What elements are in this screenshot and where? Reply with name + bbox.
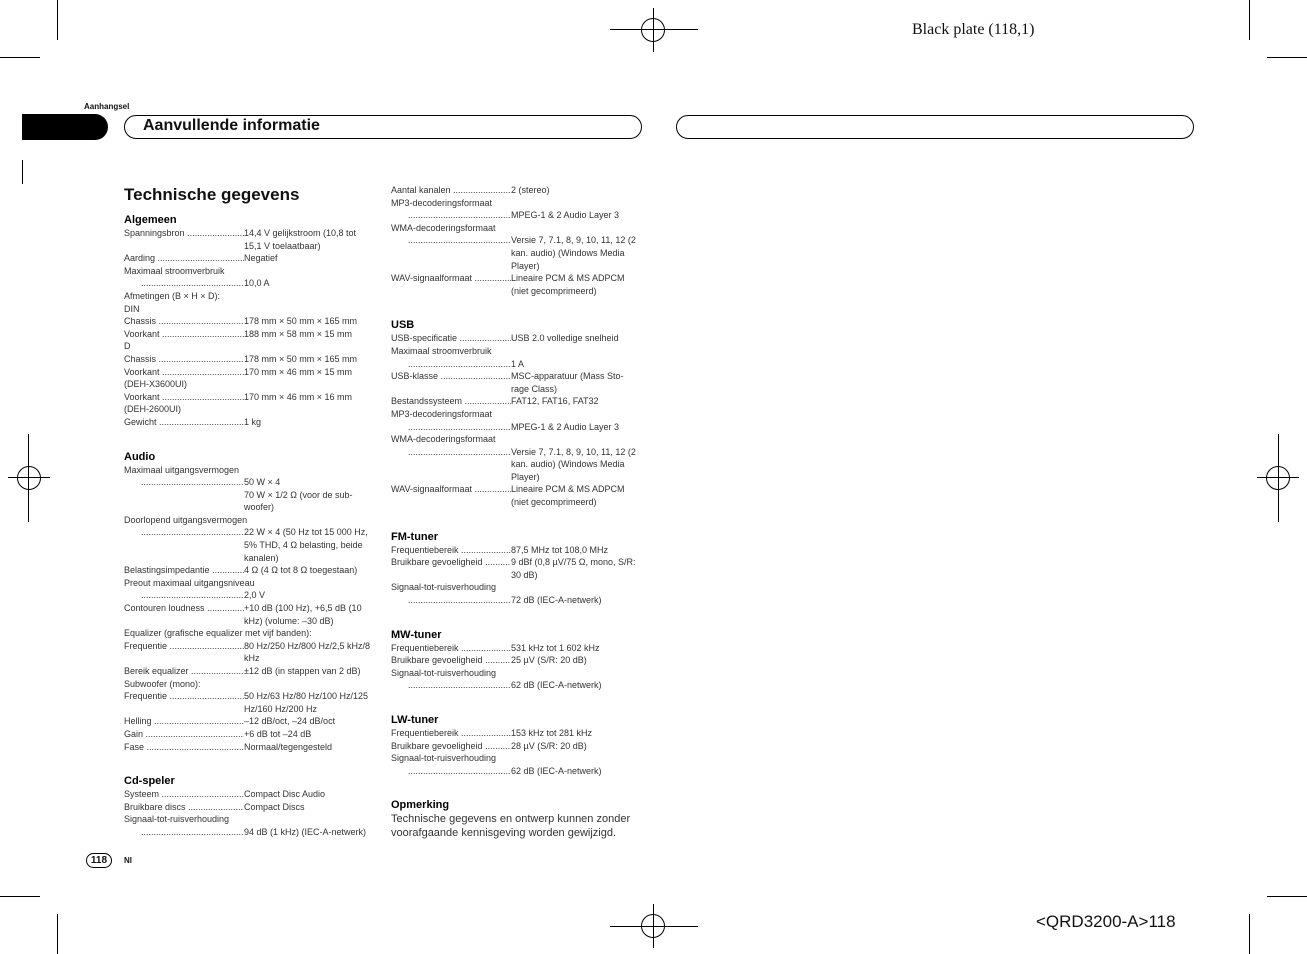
- spec-value: 72 dB (IEC-A-netwerk): [511, 595, 602, 606]
- spec-row: [391, 332, 641, 345]
- spec-key: Chassis .....: [124, 315, 244, 328]
- spec-key: Frequentie .....: [124, 690, 244, 715]
- spec-value: 170 mm × 46 mm × 15 mm: [244, 366, 353, 377]
- spec-label: Maximaal stroomverbruik: [391, 345, 492, 356]
- section-heading: USB: [391, 319, 415, 332]
- spec-leader: [391, 358, 511, 371]
- spec-row: [391, 358, 641, 371]
- spec-leader: [391, 446, 511, 484]
- spec-label: Preout maximaal uitgangsniveau: [124, 577, 255, 588]
- spec-leader: [391, 234, 511, 272]
- spec-row: [124, 315, 374, 328]
- crop-mark: [1249, 914, 1250, 954]
- spec-leader: [124, 277, 244, 290]
- spec-key: Voorkant .....: [124, 391, 244, 404]
- spec-leader: [391, 421, 511, 434]
- spec-row: [124, 476, 374, 489]
- spec-leader: [124, 589, 244, 602]
- spec-label: Equalizer (grafische equalizer met vijf banden):: [124, 628, 312, 639]
- spec-key: WAV-signaalformaat .....: [391, 483, 511, 508]
- spec-key: Gain .....: [124, 728, 244, 741]
- crop-mark: [0, 57, 40, 58]
- section-heading: Opmerking: [391, 799, 450, 812]
- spacer: [391, 692, 641, 713]
- spacer: [391, 509, 641, 530]
- spec-row: [391, 727, 641, 740]
- language-code: Nl: [124, 856, 132, 865]
- spec-label: DIN: [124, 303, 140, 314]
- spec-value: Lineaire PCM & MS ADPCM (niet gecomprimeerd): [511, 273, 625, 296]
- spec-value: Normaal/tegengesteld: [244, 741, 333, 752]
- spec-label: Signaal-tot-ruisverhouding: [391, 582, 497, 593]
- spec-row: [124, 227, 374, 252]
- spec-value: ±12 dB (in stappen van 2 dB): [244, 666, 361, 676]
- spec-row: [391, 272, 641, 297]
- spec-key: Spanningsbron .....: [124, 227, 244, 252]
- spec-row: [391, 370, 641, 395]
- spec-value: 178 mm × 50 mm × 165 mm: [244, 353, 358, 364]
- spec-value: 1 A: [511, 358, 525, 369]
- spec-row: [391, 544, 641, 557]
- crop-mark: [1267, 896, 1307, 897]
- spec-label: Subwoofer (mono):: [124, 678, 201, 689]
- spec-row: [124, 640, 374, 665]
- spec-row: [124, 328, 374, 341]
- spec-value: FAT12, FAT16, FAT32: [511, 396, 599, 407]
- spec-row: [391, 483, 641, 508]
- spec-row: [124, 416, 374, 429]
- spec-row: [391, 679, 641, 692]
- spec-label: Doorlopend uitgangsvermogen: [124, 514, 248, 525]
- spec-value: MSC-apparatuur (Mass Sto-rage Class): [511, 371, 624, 394]
- page-number: 118: [86, 853, 112, 868]
- spec-leader: [124, 476, 244, 489]
- spec-row: [124, 728, 374, 741]
- registration-mark: [641, 914, 665, 938]
- spec-value: 4 Ω (4 Ω tot 8 Ω toegestaan): [244, 565, 358, 576]
- spec-key: Gewicht .....: [124, 416, 244, 429]
- spec-leader: [391, 679, 511, 692]
- spec-row: [391, 395, 641, 408]
- spec-value: MPEG-1 & 2 Audio Layer 3: [511, 210, 620, 221]
- spec-key: Bruikbare gevoeligheid .....: [391, 740, 511, 753]
- spec-value: 25 µV (S/R: 20 dB): [511, 655, 587, 666]
- spec-value: 28 µV (S/R: 20 dB): [511, 740, 587, 751]
- spec-row: [391, 446, 641, 484]
- header-bar-right: [676, 115, 1194, 139]
- spec-key: Chassis .....: [124, 353, 244, 366]
- section-heading: Cd-speler: [124, 775, 175, 788]
- spec-column-left: [124, 213, 374, 839]
- spacer: [391, 607, 641, 628]
- section-tab: [22, 114, 108, 140]
- spec-key: Aarding .....: [124, 252, 244, 265]
- spec-key: WAV-signaalformaat .....: [391, 272, 511, 297]
- spec-row: [391, 765, 641, 778]
- spec-label: MP3-decoderingsformaat: [391, 197, 493, 208]
- spec-row: [391, 556, 641, 581]
- spec-label: D: [124, 341, 131, 352]
- spec-label: Signaal-tot-ruisverhouding: [124, 814, 230, 825]
- spec-label: Maximaal uitgangsvermogen: [124, 464, 240, 475]
- spec-value: 2 (stereo): [511, 185, 550, 195]
- registration-mark: [17, 466, 41, 490]
- spec-row: [124, 589, 374, 602]
- spec-value: 153 kHz tot 281 kHz: [511, 728, 593, 738]
- spec-key: Systeem .....: [124, 788, 244, 801]
- spacer: [391, 777, 641, 798]
- spec-value: 70 W × 1/2 Ω (voor de sub-woofer): [244, 489, 353, 513]
- spec-value: USB 2.0 volledige snelheid: [511, 333, 619, 344]
- spec-value: 170 mm × 46 mm × 16 mm: [244, 391, 353, 402]
- crop-mark: [57, 914, 58, 954]
- spec-key: Frequentiebereik .....: [391, 544, 511, 557]
- spec-value: +6 dB tot –24 dB: [244, 728, 312, 739]
- spec-key: Bruikbare discs .....: [124, 801, 244, 814]
- spec-value: 188 mm × 58 mm × 15 mm: [244, 328, 353, 339]
- spec-value: 94 dB (1 kHz) (IEC-A-netwerk): [244, 826, 367, 837]
- spec-key: USB-specificatie .....: [391, 332, 511, 345]
- spec-row: [124, 690, 374, 715]
- spec-label: MP3-decoderingsformaat: [391, 408, 493, 419]
- spec-row: [124, 602, 374, 627]
- spec-row: [124, 826, 374, 839]
- spec-label: WMA-decoderingsformaat: [391, 222, 496, 233]
- spec-row: [124, 741, 374, 754]
- spec-value: 1 kg: [244, 416, 262, 427]
- spec-row: [124, 353, 374, 366]
- spec-key: Frequentiebereik .....: [391, 727, 511, 740]
- spec-value: Lineaire PCM & MS ADPCM (niet gecomprimeerd): [511, 484, 625, 508]
- spec-value: 531 kHz tot 1 602 kHz: [511, 642, 600, 653]
- spec-value: +10 dB (100 Hz), +6,5 dB (10 kHz) (volume: –30 dB): [244, 603, 362, 626]
- spec-value: Negatief: [244, 253, 278, 264]
- spec-label: Signaal-tot-ruisverhouding: [391, 753, 497, 764]
- spec-key: Bereik equalizer .....: [124, 665, 244, 678]
- spec-row: [391, 642, 641, 655]
- spec-value: MPEG-1 & 2 Audio Layer 3: [511, 421, 620, 432]
- spec-key: Aantal kanalen .....: [391, 184, 511, 197]
- spec-leader: [391, 209, 511, 222]
- spec-row: [391, 209, 641, 222]
- spec-row: [124, 391, 374, 404]
- spec-row: [391, 184, 641, 197]
- spec-value: 62 dB (IEC-A-netwerk): [511, 765, 602, 776]
- spacer: [124, 753, 374, 774]
- spec-value: 62 dB (IEC-A-netwerk): [511, 680, 602, 691]
- spec-key: Bruikbare gevoeligheid .....: [391, 654, 511, 667]
- spec-leader: [124, 826, 244, 839]
- spec-value: 10,0 A: [244, 278, 270, 289]
- spec-value: 22 W × 4 (50 Hz tot 15 000 Hz, 5% THD, 4 Ω belasting, beide kanalen): [244, 527, 368, 563]
- spec-key: Contouren loudness .....: [124, 602, 244, 627]
- spec-key: Bestandssysteem .....: [391, 395, 511, 408]
- spec-key: Frequentiebereik .....: [391, 642, 511, 655]
- spec-key: Helling .....: [124, 715, 244, 728]
- spec-row: [124, 801, 374, 814]
- spec-row: [124, 665, 374, 678]
- spec-key: Bruikbare gevoeligheid .....: [391, 556, 511, 581]
- spec-value: 50 W × 4: [244, 477, 281, 488]
- spec-key: USB-klasse .....: [391, 370, 511, 395]
- registration-mark: [641, 18, 665, 42]
- spec-value: 80 Hz/250 Hz/800 Hz/2,5 kHz/8 kHz: [244, 640, 371, 664]
- spec-column-right: [391, 184, 641, 840]
- spec-value: Compact Disc Audio: [244, 789, 326, 800]
- spacer: [391, 297, 641, 318]
- spec-row: [124, 526, 374, 564]
- page-title: Technische gegevens: [124, 185, 300, 204]
- spec-value: Versie 7, 7.1, 8, 9, 10, 11, 12 (2 kan. audio) (Windows Media Player): [511, 446, 636, 482]
- spec-leader: [124, 526, 244, 564]
- spec-row: [124, 489, 374, 514]
- spec-key: Voorkant .....: [124, 328, 244, 341]
- spec-row: [124, 277, 374, 290]
- document-code: <QRD3200-A>118: [1036, 912, 1176, 931]
- section-heading: Algemeen: [124, 214, 177, 226]
- spec-key: Frequentie .....: [124, 640, 244, 665]
- spec-value: –12 dB/oct, –24 dB/oct: [244, 716, 336, 727]
- spec-key: Voorkant .....: [124, 366, 244, 379]
- spec-value: 178 mm × 50 mm × 165 mm: [244, 316, 358, 327]
- spec-label: Afmetingen (B × H × D):: [124, 290, 221, 301]
- spec-key: Belastingsimpedantie .....: [124, 564, 244, 577]
- registration-mark: [1266, 466, 1290, 490]
- spec-label: WMA-decoderingsformaat: [391, 434, 496, 445]
- spec-label: (DEH-2600UI): [124, 404, 182, 415]
- spec-value: 14,4 V gelijkstroom (10,8 tot 15,1 V toelaatbaar): [244, 228, 357, 251]
- section-label: Aanhangsel: [84, 102, 130, 111]
- header-title: Aanvullende informatie: [143, 117, 320, 134]
- section-heading: FM-tuner: [391, 530, 439, 543]
- plate-label: Black plate (118,1): [912, 21, 1035, 38]
- crop-mark: [22, 160, 23, 184]
- spacer: [124, 429, 374, 450]
- spec-row: [124, 715, 374, 728]
- spec-label: (DEH-X3600UI): [124, 379, 188, 390]
- note-text: Technische gegevens en ontwerp kunnen zonder voorafgaande kennisgeving worden gewijzigd.: [391, 813, 631, 840]
- spec-value: 50 Hz/63 Hz/80 Hz/100 Hz/125 Hz/160 Hz/200 Hz: [244, 691, 369, 714]
- crop-mark: [57, 0, 58, 40]
- spec-row: [391, 740, 641, 753]
- spec-value: Compact Discs: [244, 801, 305, 812]
- spec-label: Signaal-tot-ruisverhouding: [391, 667, 497, 678]
- spec-row: [124, 788, 374, 801]
- spec-value: Versie 7, 7.1, 8, 9, 10, 11, 12 (2 kan. audio) (Windows Media Player): [511, 235, 636, 271]
- spec-indent: [124, 489, 244, 514]
- spec-row: [391, 421, 641, 434]
- crop-mark: [1267, 57, 1307, 58]
- spec-row: [124, 564, 374, 577]
- spec-row: [391, 654, 641, 667]
- spec-label: Maximaal stroomverbruik: [124, 265, 225, 276]
- section-heading: MW-tuner: [391, 628, 442, 641]
- crop-mark: [0, 896, 40, 897]
- spec-row: [391, 234, 641, 272]
- spec-value: 2,0 V: [244, 590, 266, 601]
- section-heading: Audio: [124, 450, 156, 463]
- spec-leader: [391, 765, 511, 778]
- spec-value: 87,5 MHz tot 108,0 MHz: [511, 544, 609, 555]
- spec-row: [124, 252, 374, 265]
- spec-key: Fase .....: [124, 741, 244, 754]
- spec-value: 9 dBf (0,8 µV/75 Ω, mono, S/R: 30 dB): [511, 557, 636, 580]
- spec-row: [391, 594, 641, 607]
- crop-mark: [1249, 0, 1250, 40]
- spec-leader: [391, 594, 511, 607]
- spec-row: [124, 366, 374, 379]
- section-heading: LW-tuner: [391, 714, 439, 726]
